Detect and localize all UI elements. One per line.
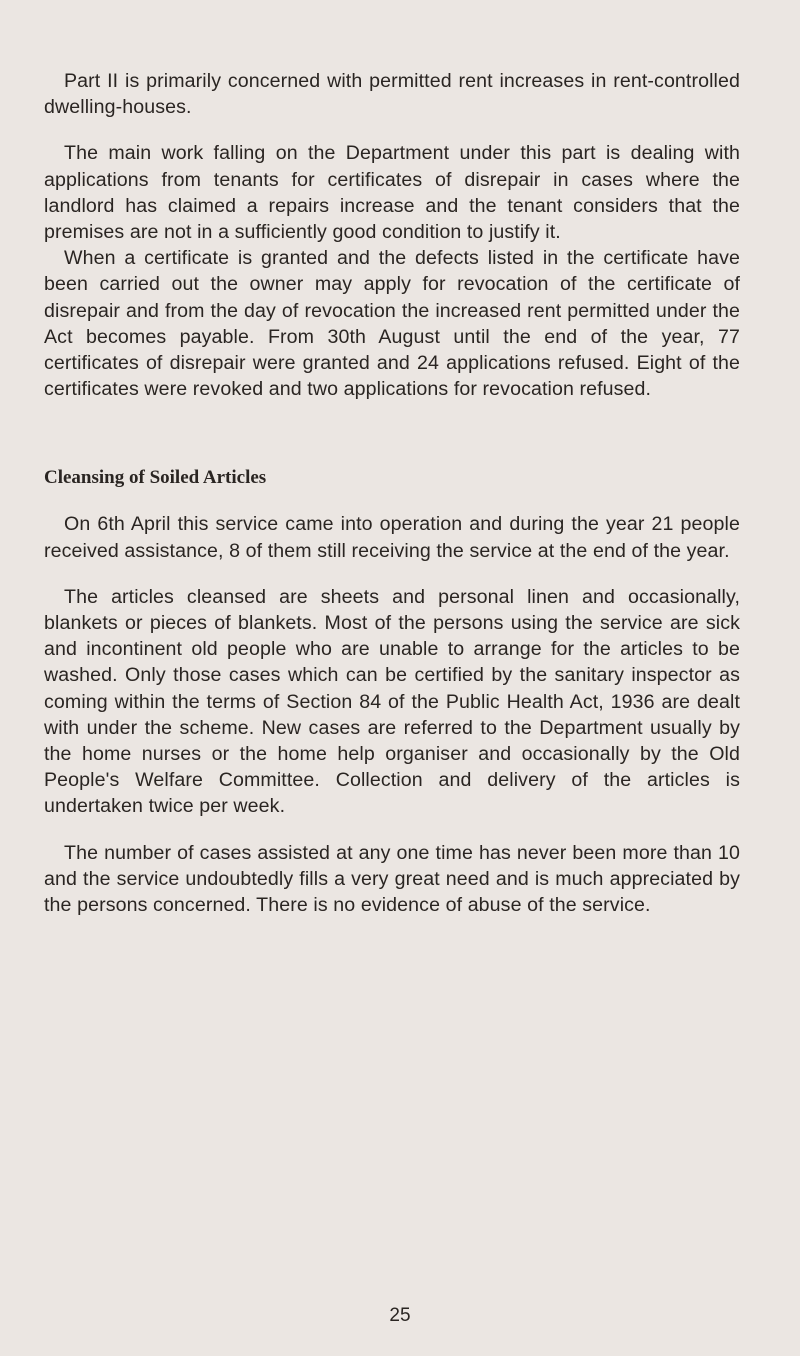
paragraph-cases: The number of cases assisted at any one time has never been more than 10 and the service undoubtedly fills a very great need and is much appreciated by the persons concerned. There is no evidence of abuse of the service. <box>44 841 740 917</box>
paragraph-articles: The articles cleansed are sheets and personal linen and occasionally, blankets or pieces of blankets. Most of the persons using the service are sick and incontinent old people who are unable to arrange for the articles to be washed. Only those cases which can be certified by the sanitary inspector as coming within the terms of Section 84 of the Public Health Act, 1936 are dealt with under the scheme. New cases are referred to the Department usually by the home nurses or the home help organiser and occasionally by the Old People's Welfare Committee. Collection and delivery of the articles is undertaken twice per week. <box>44 585 740 818</box>
section-heading-cleansing: Cleansing of Soiled Articles <box>44 467 267 489</box>
paragraph-revocation: When a certificate is granted and the defects listed in the certificate have been carried out the owner may apply for revocation of the certificate of disrepair and from the day of revocation the increased rent permitted under the Act becomes payable. From 30th August until the end of the year, 77 certificates of disrepair were granted and 24 applications refused. Eight of the certificates were revoked and two applications for revocation refused. <box>44 247 740 401</box>
page-number: 25 <box>389 1305 411 1326</box>
paragraph-main-work: The main work falling on the Department under this part is dealing with applications from tenants for certificates of disrepair in cases where the landlord has claimed a repairs increase and the tenant considers that the premises are not in a sufficiently good condition to justify it. <box>44 142 740 244</box>
paragraph-part-ii: Part II is primarily concerned with permitted rent increases in rent-controlled dwelling-houses. <box>44 70 740 119</box>
body-text <box>44 68 740 918</box>
paragraph-operation: On 6th April this service came into operation and during the year 21 people received assistance, 8 of them still receiving the service at the end of the year. <box>44 513 740 562</box>
